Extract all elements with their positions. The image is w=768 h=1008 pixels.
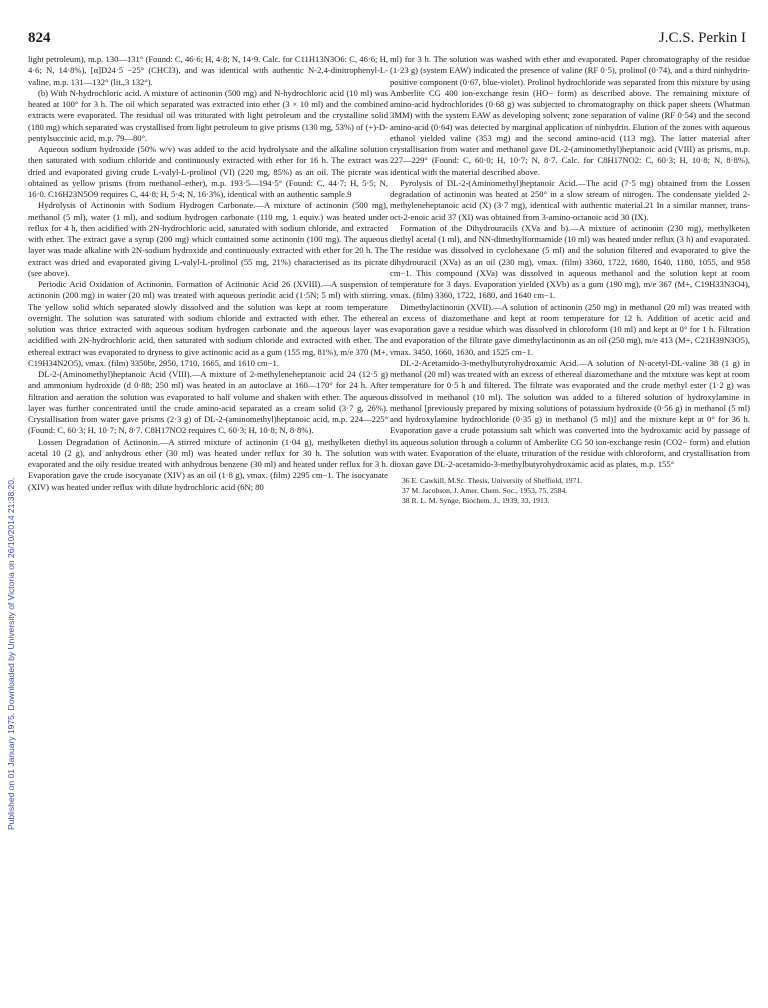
paragraph: Pyrolysis of DL-2-(Aminomethyl)heptanoic Acid.—The acid (7·5 mg) obtained from the Lossen degradation of actinonin was heated at 250° in a slow stream of nitrogen. The condensate yielded 2-methyleneheptanoic acid (X) (3·7 mg), identical with authentic material.21 In a similar manner, trans-oct-2-enoic acid 37 (XI) was obtained from 3-amino-octanoic acid 30 (IX). [390,177,750,222]
paragraph: Dimethylactinonin (XVII).—A solution of actinonin (250 mg) in methanol (20 ml) was treated with an excess of diazomethane and kept at room temperature for 12 h. Addition of acetic acid and evaporation gave a residue which was dissolved in chloroform (10 ml) and kept at 0° for 1 h. Filtration and evaporation of the filtrate gave dimethylactinonin as an oil (250 mg), m/e 413 (M+, C21H39N3O5), νmax. 3450, 1660, 1630, and 1525 cm−1. [390,301,750,357]
page-number: 824 [28,30,51,46]
references [390,476,750,506]
left-column [28,54,388,493]
paragraph: Periodic Acid Oxidation of Actinonin. Formation of Actinonic Acid 26 (XVIII).—A suspension of actinonin (200 mg) in water (20 ml) was treated with aqueous periodic acid (1·5N; 5 ml) with stirring. The yellow solid which separated slowly dissolved and the solution was kept at room temperature overnight. The solution was saturated with sodium chloride and extracted with ether. The ethereal solution was thrice extracted with aqueous sodium hydrogen carbonate and the aqueous layer was acidified with 2N-hydrochloric acid, then saturated with sodium chloride and extracted with ether. The ethereal extract was evaporated to dryness to give actinonic acid as a gum (155 mg, 81%), m/e 370 (M+, C19H34N2O5), νmax. (film) 3350br, 2950, 1710, 1665, and 1610 cm−1. [28,279,388,368]
right-column [390,54,750,506]
reference-item: 37 M. Jacobson, J. Amer. Chem. Soc., 1953, 75, 2584. [402,486,568,496]
paragraph: Aqueous sodium hydroxide (50% w/v) was added to the acid hydrolysate and the alkaline solution then saturated with sodium chloride and continuously extracted with ether for 16 h. The extract was dried and evaporated giving crude L-valyl-L-prolinol (VI) (220 mg, 85%) as an oil. The picrate was obtained as yellow prisms (from methanol–ether), m.p. 193·5—194·5° (Found: C, 44·7; H, 5·5; N, 16·0. C16H23N5O9 requires C, 44·8; H, 5·4; N, 16·3%), identical with an authentic sample.9 [28,144,388,199]
paragraph: DL-2-Acetamido-3-methylbutyrohydroxamic Acid.—A solution of N-acetyl-DL-valine 38 (1 g) in methanol (20 ml) was treated with an excess of ethereal diazomethane and the mixture was kept at room temperature for 0·5 h and filtered. The filtrate was evaporated and the crude methyl ester (1·2 g) was dissolved in methanol (10 ml). The solution was added to a filtered solution of hydroxylamine in methanol [previously prepared by mixing solutions of potassium hydroxide (0·56 g) in methanol (5 ml) and hydroxylamine hydrochloride (0·35 g) in methanol (5 ml)] and the mixture kept at 0° for 36 h. Evaporation gave a crude potassium salt which was converted into the hydroxamic acid by passage of its aqueous solution through a column of Amberlite CG 50 ion-exchange resin (CO2− form) and elution with water. Evaporation of the eluate, trituration of the residue with chloroform, and crystallisation from dioxan gave DL-2-acetamido-3-methylbutyrohydroxamic acid as plates, m.p. 155° [390,357,750,469]
paragraph: Lossen Degradation of Actinonin.—A stirred mixture of actinonin (1·04 g), methylketen diethyl acetal 10 (2 g), and anhydrous ether (30 ml) was heated under reflux for 30 h. The solution was evaporated and the oily residue treated with anhydrous benzene (30 ml) and heated under reflux for 3 h. Evaporation gave the crude isocyanate (XIV) as an oil (1·8 g), νmax. (film) 2295 cm−1. The isocyanate (XIV) was heated under reflux with dilute hydrochloric acid (6N; 80 [28,436,388,492]
paragraph: ml) for 3 h. The solution was washed with ether and evaporated. Paper chromatography of the residue (1·23 g) (system EAW) indicated the presence of valine (RF 0·5), prolinol (0·74), and a third ninhydrin-positive component (0·67, blue-violet). Prolinol hydrochloride was separated from this mixture by using Amberlite CG 400 ion-exchange resin (HO− form) as described above. The remaining mixture of amino-acid hydrochlorides (0·68 g) was subjected to chromatography on thick paper sheets (Whatman 3MM) with the system EAW as developing solvent; zone separation of valine (RF 0·54) and the second amino-acid (0·64) was detected by marginal application of ninhydrin. Elution of the zones with aqueous ethanol yielded valine (353 mg) and the second amino-acid (113 mg). The latter material after crystallisation from water and methanol gave DL-2-(aminomethyl)heptanoic acid (VIII) as prisms, m.p. 227—229° (Found: C, 60·0; H, 10·7; N, 8·7. Calc. for C8H17NO2: C, 60·3; H, 10·8; N, 8·8%), identical with the material described above. [390,54,750,177]
reference-item: 36 E. Cawkill, M.Sc. Thesis, University of Sheffield, 1971. [402,476,583,486]
paragraph: DL-2-(Aminomethyl)heptanoic Acid (VIII).—A mixture of 2-methyleneheptanoic acid 24 (12·5 g) and ammonium hydroxide (d 0·88; 250 ml) was heated in an autoclave at 160—170° for 24 h. After filtration and aeration the solution was evaporated to half volume and shaken with ether. The aqueous layer was further concentrated until the crude amino-acid separated as a cream solid (3·7 g, 26%). Crystallisation from water gave prisms (2·3 g) of DL-2-(aminomethyl)heptanoic acid, m.p. 224—225° (Found: C, 60·3; H, 10·7; N, 8·7. C8H17NO2 requires C, 60·3; H, 10·8; N, 8·8%). [28,369,388,436]
journal-title: J.C.S. Perkin I [658,30,746,46]
reference-item: 38 R. L. M. Synge, Biochem. J., 1939, 33, 1913. [402,496,550,506]
download-watermark [4,190,18,830]
download-notice: Published on 01 January 1975. Downloaded by University of Victoria on 26/10/2014 21:38:20. [6,477,16,830]
paragraph: light petroleum), m.p. 130—131° (Found: C, 46·6; H, 4·8; N, 14·9. Calc. for C11H13N3O6: C, 46·6; H, 4·6; N, 14·8%), [α]D24·5 −25° (CHCl3), and was identical with authentic N-2,4-dinitrophenyl-L-valine, m.p. 131—132° (lit.,3 132°). [28,54,388,87]
paragraph: (b) With N-hydrochloric acid. A mixture of actinonin (500 mg) and N-hydrochloric acid (10 ml) was heated at 100° for 3 h. The oil which separated was extracted into ether (3 × 10 ml) and the combined extracts were evaporated. The residual oil was triturated with light petroleum and the crystalline solid (180 mg) which separated was crystallised from light petroleum to give prisms (130 mg, 53%) of (+)-D-pentylsuccinic acid, m.p. 79—80°. [28,87,388,143]
paragraph: Hydrolysis of Actinonin with Sodium Hydrogen Carbonate.—A mixture of actinonin (500 mg), methanol (5 ml), water (1 ml), and sodium hydrogen carbonate (110 mg, 1 equiv.) was heated under reflux for 4 h, then acidified with 2N-hydrochloric acid, saturated with sodium chloride, and extracted with ether. The extract gave a syrup (200 mg) which contained some actinonin (100 mg). The aqueous layer was made alkaline with 2N-sodium hydroxide and continuously extracted with ether for 20 h. The extract was dried and evaporated giving L-valyl-L-prolinol (55 mg, 21%) characterised as its picrate (see above). [28,200,388,278]
paragraph: Formation of the Dihydrouracils (XVa and b).—A mixture of actinonin (230 mg), methylketen diethyl acetal (1 ml), and NN-dimethylformamide (10 ml) was heated under reflux (3 h) and evaporated. The residue was dissolved in cyclohexane (5 ml) and the solution filtered and evaporated to give the dihydrouracil (XVa) as an oil (230 mg), νmax. (film) 3360, 1722, 1680, 1640, 1180, 1055, and 958 cm−1. This compound (XVa) was dissolved in aqueous methanol and the solution kept at room temperature for 3 days. Evaporation yielded (XVb) as a gum (190 mg), m/e 367 (M+, C19H33N3O4), νmax. (film) 3360, 1722, 1680, and 1640 cm−1. [390,222,750,301]
